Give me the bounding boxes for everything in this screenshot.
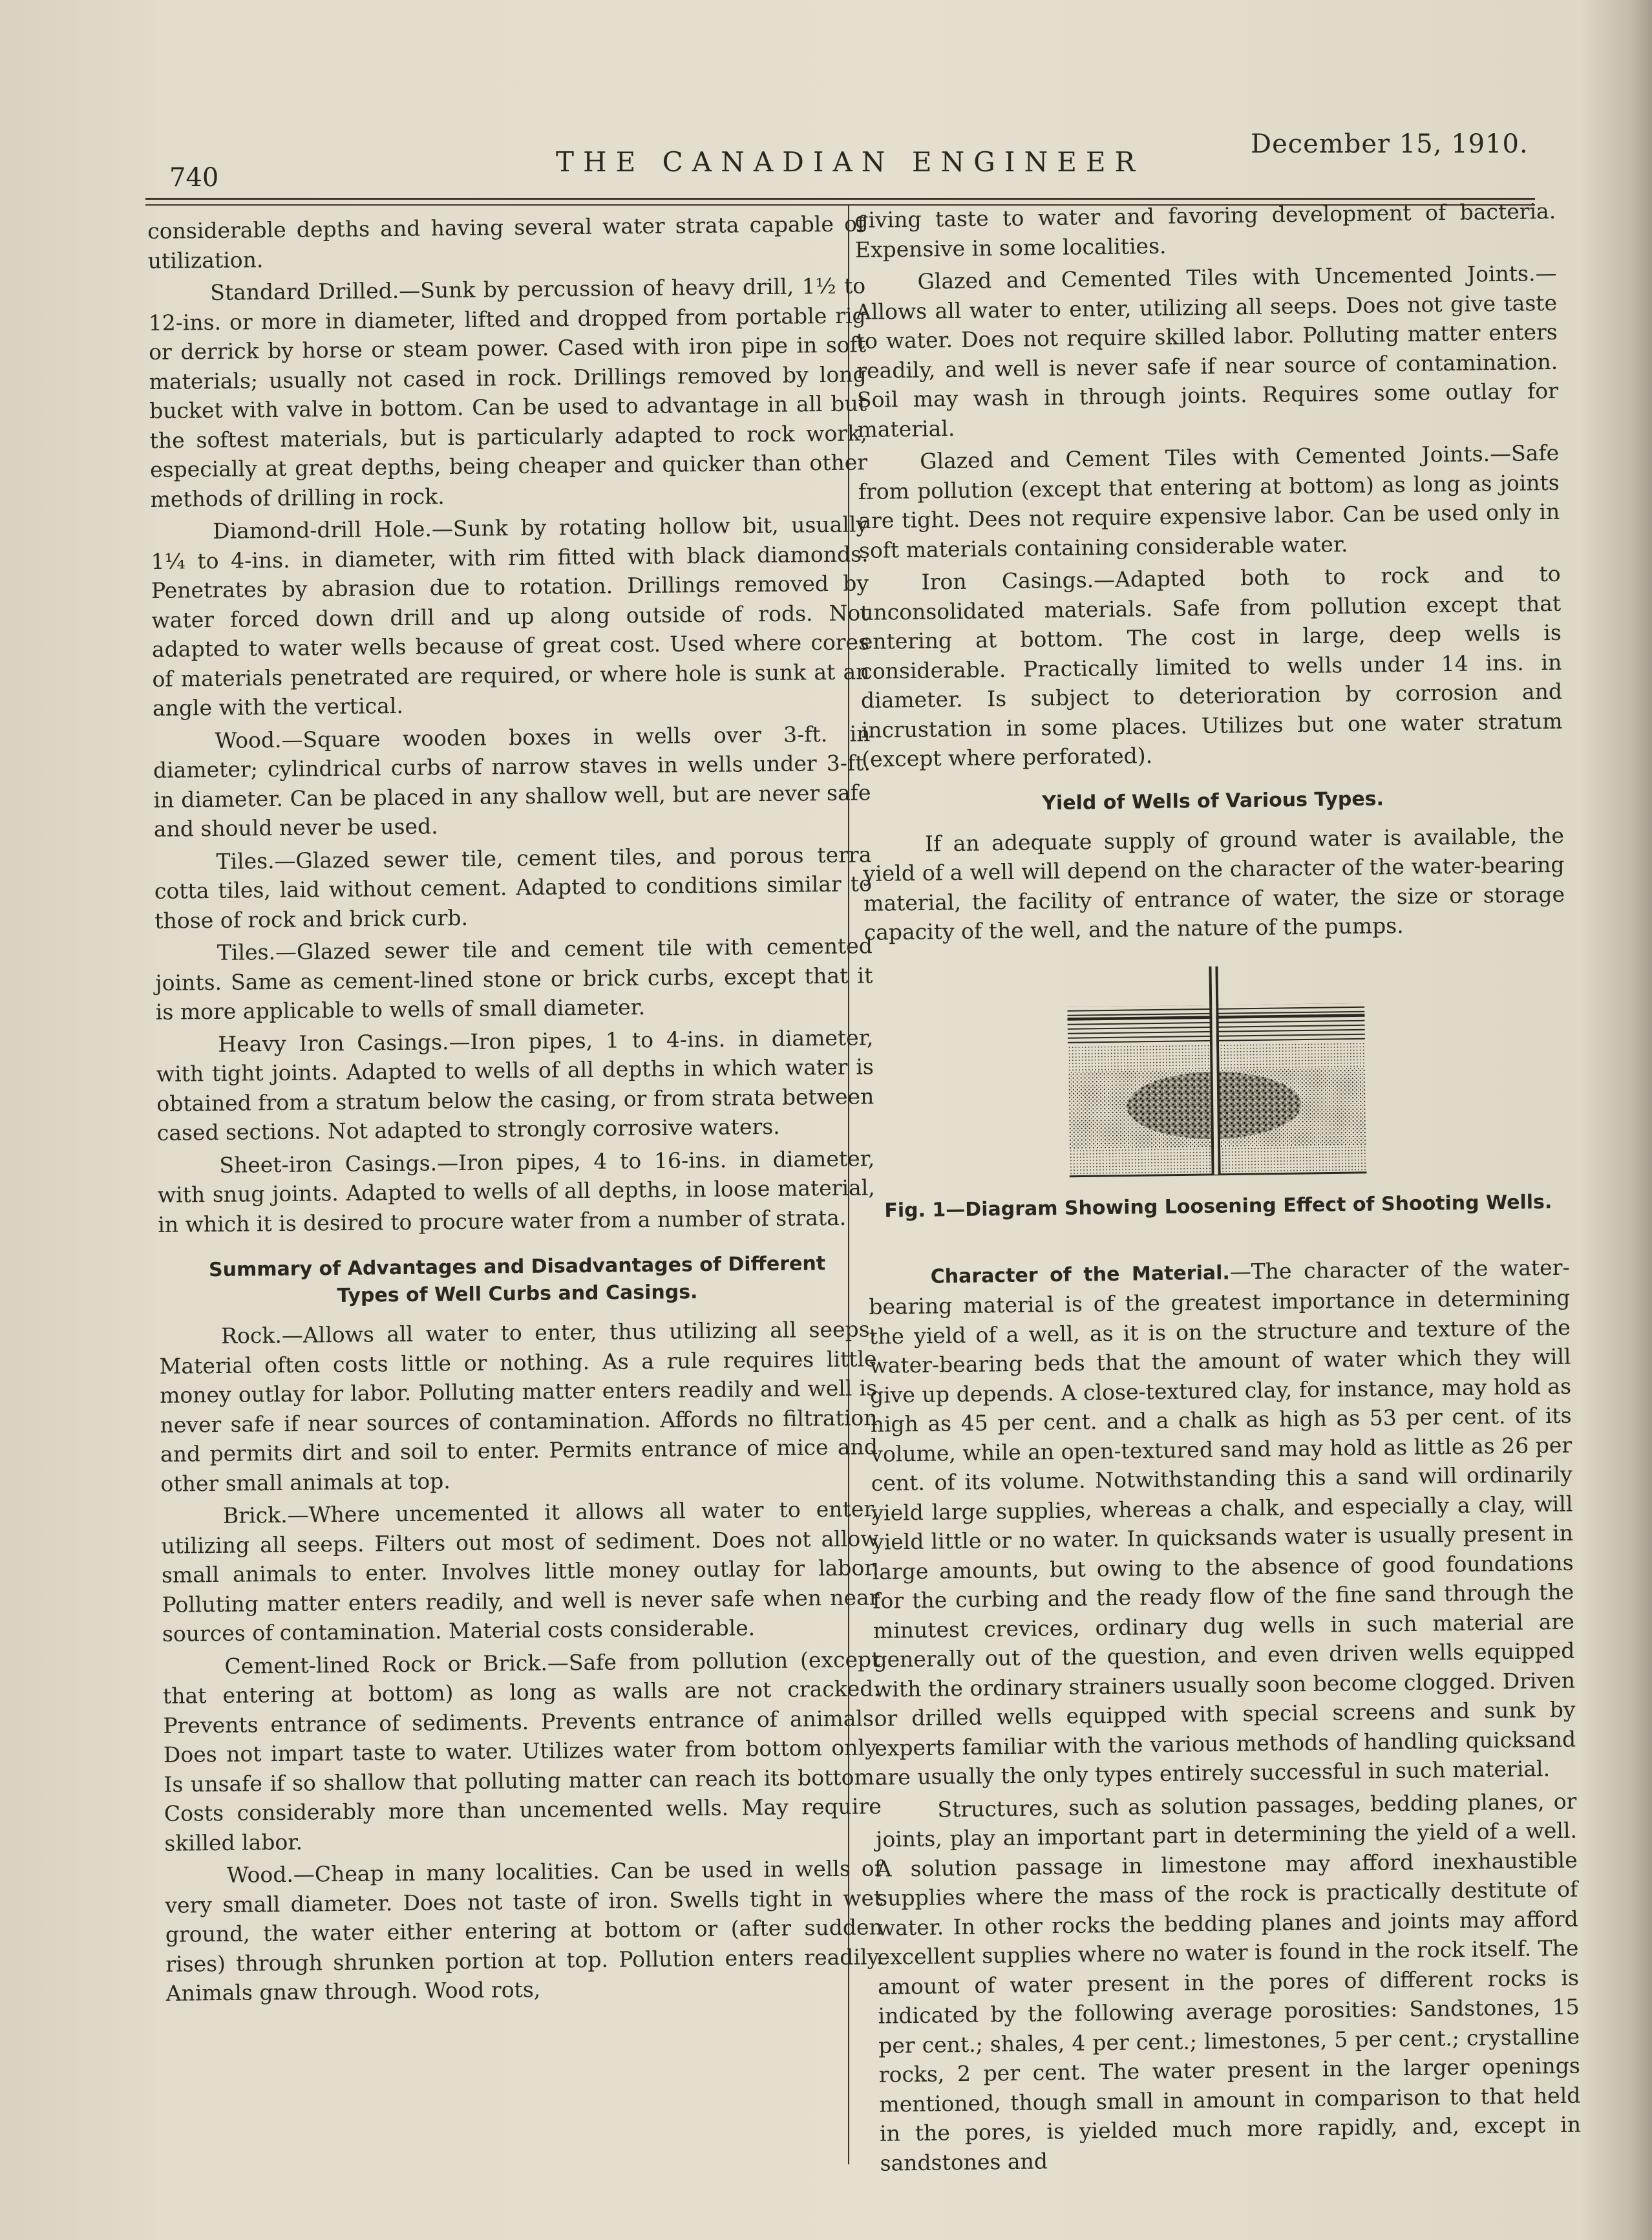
paragraph-body: —Allows all water to enter, thus utilizing all seeps. Material often costs little or nothing. As a rule requires little money outlay for labor. Polluting matter enters readily and well is never safe if near sources of contamination. Affords no filtration and permits dirt and soil to enter. Permits entrance of mice and other small animals at top. bbox=[159, 1316, 878, 1497]
running-header bbox=[0, 0, 1652, 194]
paragraph-body: —Glazed sewer tile and cement tile with cemented joints. Same as cement-lined stone or brick curbs, except that it is more applicable to wells of small diameter. bbox=[155, 933, 873, 1025]
paragraph bbox=[153, 719, 871, 844]
paragraph-body: —Allows all water to enter, utilizing all seeps. Does not give taste to water. Does not require skilled labor. Polluting matter enters readily, and well is never safe if near source of contamination. Soil may wash in through joints. Requires some outlay for material. bbox=[855, 260, 1559, 442]
paragraph bbox=[151, 509, 870, 723]
paragraph bbox=[157, 1144, 875, 1239]
section-heading: Yield of Wells of Various Types. bbox=[1042, 787, 1384, 815]
run-in-heading: Wood. bbox=[226, 1861, 294, 1888]
paragraph: Structures, such as solution passages, bedding planes, or joints, play an important part in determining the yield of a well. A solution passage in limestone may afford inexhaustible supplies where the mass of the rock is practically destitute of water. In other rocks the bedding planes and joints may afford excellent supplies where no water is found in the rock itself. The amount of water present in the pores of different rocks is indicated by the following average porosities: Sandstones, 15 per cent.; shales, 4 per cent.; limestones, 5 per cent.; crystalline rocks, 2 per cent. The water present in the larger openings mentioned, though small in amount in comparison to that held in the pores, is yielded much more rapidly, and, except in sandstones and bbox=[875, 1788, 1582, 2176]
paragraph bbox=[859, 559, 1563, 774]
run-in-heading: Tiles. bbox=[216, 848, 275, 874]
run-in-heading: Cement-lined Rock or Brick. bbox=[224, 1650, 548, 1679]
run-in-heading: Character of the Material. bbox=[930, 1261, 1230, 1288]
paragraph bbox=[868, 1252, 1576, 1792]
paragraph: considerable depths and having several water strata capable of utilization. bbox=[147, 211, 865, 273]
figure-caption: Fig. 1—Diagram Showing Loosening Effect of Shooting Wells. bbox=[884, 1190, 1552, 1222]
run-in-heading: Sheet-iron Casings. bbox=[219, 1149, 438, 1178]
section-heading: Summary of Advantages and Disadvantages of Different Types of Well Curbs and Casings. bbox=[208, 1252, 826, 1308]
paragraph-body: —Where uncemented it allows all water to enter, utilizing all seeps. Filters out most of sediment. Does not allow small animals to enter. Involves little money outlay for labor. Polluting matter enters readily, and well is never safe when near sources of contamination. Material costs considerable. bbox=[161, 1496, 880, 1647]
run-in-heading: Iron Casings. bbox=[921, 567, 1094, 595]
journal-title: THE CANADIAN ENGINEER bbox=[556, 146, 1145, 178]
run-in-heading: Heavy Iron Casings. bbox=[218, 1029, 449, 1057]
paragraph-body: —Sunk by percussion of heavy drill, 1½ to 12-ins. or more in diameter, lifted and dropped from portable rig or derrick by horse or steam power. Cased with iron pipe in soft materials; usually not cased in rock. Drillings removed by long bucket with valve in bottom. Can be used to advantage in all but the softest materials, but is particularly adapted to rock work, especially at great depths, being cheaper and quicker than other methods of drilling in rock. bbox=[148, 273, 868, 512]
left-column bbox=[147, 209, 884, 2011]
paragraph bbox=[156, 1023, 874, 1148]
paragraph-body: —Adapted both to rock and to unconsolidated materials. Safe from pollution except that entering at bottom. The cost in large, deep wells is considerable. Practically limited to wells under 14 ins. in diameter. Is subject to deterioration by corrosion and incrustation in some places. Utilizes but one water stratum (except where perforated). bbox=[859, 560, 1563, 772]
paragraph bbox=[154, 840, 872, 935]
paragraph-body: —Sunk by rotating hollow bit, usually 1¼ to 4-ins. in diameter, with rim fitted with black diamonds. Penetrates by abrasion due to rotation. Drillings removed by water forced down drill and up along outside of rods. Not adapted to water wells because of great cost. Used where cores of materials penetrated are required, or where hole is sunk at an angle with the vertical. bbox=[151, 511, 870, 721]
paragraph bbox=[159, 1314, 878, 1499]
paragraph-body: —Cheap in many localities. Can be used in wells of very small diameter. Does not taste of iron. Swells tight in wet ground, the water either entering at bottom or (after sudden rises) through shrunken portion at top. Pollution enters readily. Animals gnaw through. Wood rots, bbox=[165, 1855, 884, 2006]
paragraph-body: —The character of the water-bearing material is of the greatest importance in determining the yield of a well, as it is on the structure and texture of the water-bearing beds that the amount of water which they will give up depends. A close-textured clay, for instance, may hold as high as 45 per cent. and a chalk as high as 53 per cent. of its volume, while an open-textured sand may hold as little as 26 per cent. of its volume. Notwithstanding this a sand will ordinarily yield large supplies, whereas a chalk, and especially a clay, will yield little or no water. In quicksands water is usually present in large amounts, but owing to the absence of good foundations for the curbing and the ready flow of the fine sand through the minutest crevices, ordinary dug wells in such material are generally out of the question, and even driven wells equipped with the ordinary strainers usually soon become clogged. Driven or drilled wells equipped with special screens and sunk by experts familiar with the various methods of handling quicksand are usually the only types entirely successful in such material. bbox=[869, 1254, 1576, 1790]
paragraph bbox=[161, 1494, 880, 1648]
paragraph-body: —Iron pipes, 4 to 16-ins. in diameter, with snug joints. Adapted to wells of all depths, in loose material, in which it is desired to procure water from a number of strata. bbox=[157, 1145, 875, 1237]
paragraph bbox=[155, 931, 873, 1027]
issue-date: December 15, 1910. bbox=[1251, 129, 1529, 159]
right-column bbox=[854, 197, 1582, 2181]
paragraph-body: —Glazed sewer tile, cement tiles, and porous terra cotta tiles, laid without cement. Adapted to conditions similar to those of rock and brick curb. bbox=[154, 841, 873, 933]
run-in-heading: Glazed and Cemented Tiles with Uncemented Joints. bbox=[917, 261, 1536, 294]
run-in-heading: Brick. bbox=[222, 1502, 288, 1528]
figure-shooting-wells-diagram bbox=[1066, 964, 1366, 1181]
run-in-heading: Standard Drilled. bbox=[210, 277, 399, 305]
paragraph: If an adequate supply of ground water is available, the yield of a well will depend on the character of the water-bearing material, the facility of entrance of water, the size or storage capacity of the well, and the nature of the pumps. bbox=[863, 822, 1565, 945]
paragraph-body: —Safe from pollution (except that entering at bottom) as long as joints are tight. Dees not require expensive labor. Can be used only in soft materials containing considerable water. bbox=[858, 440, 1560, 563]
paragraph-body: —Safe from pollution (except that entering at bottom) as long as walls are not cracked. Prevents entrance of sediments. Prevents entrance of animals. Does not impart taste to water. Utilizes water from bottom only. Is unsafe if so shallow that polluting matter can reach its bottom. Costs considerably more than uncemented wells. May require skilled labor. bbox=[162, 1646, 882, 1856]
run-in-heading: Wood. bbox=[215, 727, 282, 753]
paragraph-body: —Square wooden boxes in wells over 3-ft. in diameter; cylindrical curbs of narrow staves in wells under 3-ft. in diameter. Can be placed in any shallow well, but are never safe and should never be used. bbox=[153, 720, 871, 842]
page-number: 740 bbox=[169, 163, 219, 193]
binding-shadow bbox=[1581, 0, 1652, 2240]
paragraph: giving taste to water and favoring development of bacteria. Expensive in some localities. bbox=[854, 198, 1556, 262]
well-strata-diagram bbox=[1066, 964, 1366, 1181]
paragraph bbox=[855, 259, 1558, 444]
paragraph bbox=[162, 1645, 882, 1858]
run-in-heading: Glazed and Cement Tiles with Cemented Joints. bbox=[919, 441, 1490, 474]
run-in-heading: Rock. bbox=[220, 1322, 282, 1349]
run-in-heading: Tiles. bbox=[217, 939, 276, 965]
paragraph bbox=[165, 1853, 884, 2008]
paragraph bbox=[858, 438, 1560, 565]
paragraph bbox=[148, 271, 868, 514]
paragraph-body: —Iron pipes, 1 to 4-ins. in diameter, with tight joints. Adapted to wells of all depths in which water is obtained from a stratum below the casing, or from strata between cased sections. Not adapted to strongly corrosive waters. bbox=[156, 1024, 874, 1146]
run-in-heading: Diamond-drill Hole. bbox=[212, 516, 432, 544]
